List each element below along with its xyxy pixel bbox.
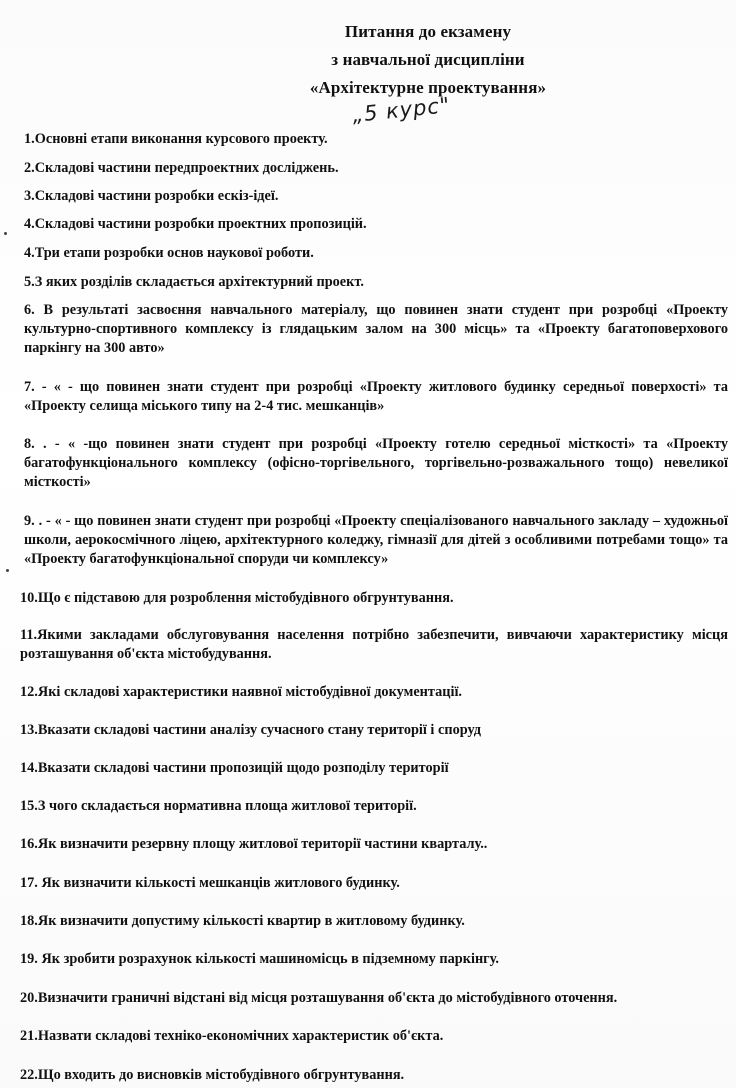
question-2: 2.Складові частини передпроектних досліджень. [24, 160, 339, 176]
title-line-1: Питання до екзамену [344, 22, 512, 41]
handwritten-note: „5 курс" [351, 92, 452, 128]
question-17: 17. Як визначити кількості мешканців житлового будинку. [20, 875, 400, 891]
question-21: 21.Назвати складові техніко-економічних характеристик об'єкта. [20, 1028, 444, 1044]
question-1: 1.Основні етапи виконання курсового проекту. [24, 131, 328, 147]
question-7: 7. - « - що повинен знати студент при розробці «Проекту житлового будинку середньої поверхості» та «Проекту селища міського типу на 2-4 тис. мешканців» [24, 379, 728, 414]
question-20: 20.Визначити граничні відстані від місця розташування об'єкта до містобудівного оточення. [20, 990, 618, 1006]
scan-speck [6, 569, 9, 572]
question-6: 6. В результаті засвоєння навчального матеріалу, що повинен знати студент при розробці «Проекту культурно-спортивного комплексу із глядацьким залом на 300 місць» та «Проекту багатоповерхового паркінгу на 300 авто» [24, 302, 728, 356]
question-3: 3.Складові частини розробки ескіз-ідеї. [24, 188, 279, 204]
question-4b: 4.Три етапи розробки основ наукової роботи. [24, 245, 314, 261]
question-8: 8. . - « -що повинен знати студент при розробці «Проекту готелю середньої місткості» та «Проекту багатофункціонального комплексу (офісно-торгівельного, торгівельно-розважального тощо) невеликої місткості» [24, 436, 728, 490]
question-11: 11.Якими закладами обслуговування населення потрібно забезпечити, вивчаючи характеристику місця розташування об'єкта містобудування. [20, 627, 728, 662]
question-16: 16.Як визначити резервну площу житлової території частини кварталу.. [20, 836, 488, 852]
question-5: 5.З яких розділів складається архітектурний проект. [24, 274, 364, 290]
question-18: 18.Як визначити допустиму кількості квартир в житловому будинку. [20, 913, 465, 929]
question-4: 4.Складові частини розробки проектних пропозицій. [24, 216, 367, 232]
question-22: 22.Що входить до висновків містобудівного обгрунтування. [20, 1067, 405, 1083]
question-12: 12.Які складові характеристики наявної містобудівної документації. [20, 684, 463, 700]
question-10: 10.Що є підставою для розроблення містобудівного обгрунтування. [20, 590, 454, 606]
question-14: 14.Вказати складові частини пропозицій щодо розподілу території [20, 760, 449, 776]
question-19: 19. Як зробити розрахунок кількості машиномісць в підземному паркінгу. [20, 951, 499, 967]
title-line-2: з навчальної дисципліни [331, 50, 525, 69]
question-9: 9. . - « - що повинен знати студент при розробці «Проекту спеціалізованого навчального закладу – художньої школи, аерокосмічного ліцею, архітектурного коледжу, гімназії для дітей з особливими потребами тощо» та «Проекту багатофункціональної споруди чи комплексу» [24, 513, 728, 567]
scan-speck [4, 232, 7, 235]
title-line-3: «Архітектурне проектування» [309, 78, 547, 97]
question-13: 13.Вказати складові частини аналізу сучасного стану території і споруд [20, 722, 481, 738]
question-15: 15.З чого складається нормативна площа житлової території. [20, 798, 417, 814]
